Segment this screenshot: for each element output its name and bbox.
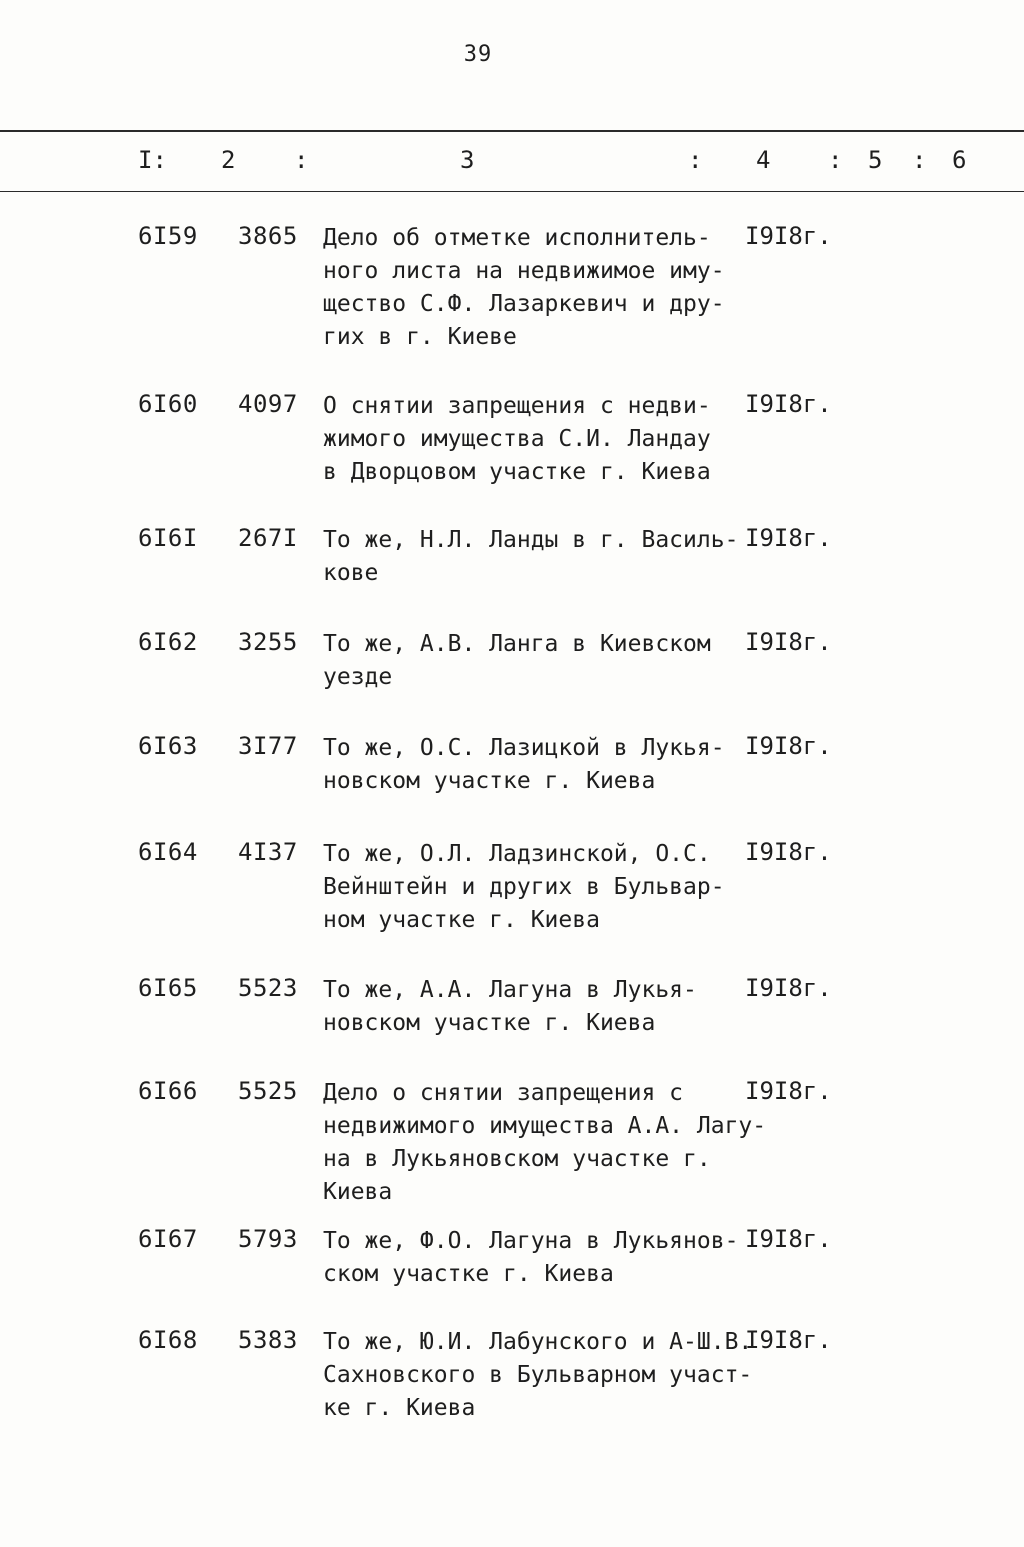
header-top-rule xyxy=(0,130,1024,132)
entry-description xyxy=(323,390,743,489)
header-col-5: 5 xyxy=(868,146,883,174)
entry-year: I9I8г. xyxy=(745,732,832,760)
entry-description xyxy=(323,222,743,354)
entry-id: 6I62 xyxy=(138,628,198,656)
entry-number: 267I xyxy=(238,524,298,552)
entry-number: 5793 xyxy=(238,1225,298,1253)
page-number: 39 xyxy=(463,42,493,67)
entry-description-line: ском участке г. Киева xyxy=(323,1261,614,1287)
entry-id: 6I65 xyxy=(138,974,198,1002)
header-sep-1: : xyxy=(294,146,309,174)
entry-description-line: недвижимого имущества А.А. Лагу- xyxy=(323,1113,767,1139)
entry-id: 6I59 xyxy=(138,222,198,250)
header-sep-4: : xyxy=(912,146,927,174)
entry-number: 5525 xyxy=(238,1077,298,1105)
entry-description xyxy=(323,1326,753,1425)
entry-number: 5523 xyxy=(238,974,298,1002)
entry-description-line: То же, О.Л. Ладзинской, О.С. xyxy=(323,841,711,867)
entry-id: 6I67 xyxy=(138,1225,198,1253)
entry-description xyxy=(323,1225,743,1291)
entry-number: 3865 xyxy=(238,222,298,250)
entry-description xyxy=(323,838,743,937)
entry-year: I9I8г. xyxy=(745,390,832,418)
entry-number: 3255 xyxy=(238,628,298,656)
entry-description-line: Сахновского в Бульварном участ- xyxy=(323,1362,753,1388)
entry-description xyxy=(323,628,743,694)
entry-description-line: кове xyxy=(323,560,379,586)
entry-description-line: новском участке г. Киева xyxy=(323,1010,656,1036)
entry-description-line: гих в г. Киеве xyxy=(323,324,517,350)
entry-description xyxy=(323,732,743,798)
entry-year: I9I8г. xyxy=(745,974,832,1002)
entry-description-line: То же, Ю.И. Лабунского и А-Ш.В. xyxy=(323,1329,753,1355)
entry-description-line: То же, А.А. Лагуна в Лукья- xyxy=(323,977,697,1003)
entry-description-line: То же, Н.Л. Ланды в г. Василь- xyxy=(323,527,739,553)
entry-id: 6I6I xyxy=(138,524,198,552)
entry-id: 6I63 xyxy=(138,732,198,760)
entry-description-line: Дело о снятии запрещения с xyxy=(323,1080,684,1106)
entry-description-line: в Дворцовом участке г. Киева xyxy=(323,459,711,485)
entry-year: I9I8г. xyxy=(745,838,832,866)
entry-description-line: жимого имущества С.И. Ландау xyxy=(323,426,711,452)
entry-description-line: щество С.Ф. Лазаркевич и дру- xyxy=(323,291,725,317)
entry-year: I9I8г. xyxy=(745,222,832,250)
entry-description-line: Вейнштейн и других в Бульвар- xyxy=(323,874,725,900)
entry-description-line: ного листа на недвижимое иму- xyxy=(323,258,725,284)
entry-year: I9I8г. xyxy=(745,1077,832,1105)
entry-description-line: То же, А.В. Ланга в Киевском xyxy=(323,631,711,657)
entry-id: 6I68 xyxy=(138,1326,198,1354)
entry-id: 6I66 xyxy=(138,1077,198,1105)
header-sep-2: : xyxy=(688,146,703,174)
entry-description-line: Дело об отметке исполнитель- xyxy=(323,225,711,251)
header-sep-3: : xyxy=(828,146,843,174)
entry-id: 6I60 xyxy=(138,390,198,418)
entry-description-line: О снятии запрещения с недви- xyxy=(323,393,711,419)
entry-description-line: уезде xyxy=(323,664,393,690)
entry-description-line: ном участке г. Киева xyxy=(323,907,600,933)
entry-year: I9I8г. xyxy=(745,1225,832,1253)
entry-year: I9I8г. xyxy=(745,628,832,656)
entry-number: 5383 xyxy=(238,1326,298,1354)
header-col-1: I: xyxy=(138,146,167,174)
entry-number: 3I77 xyxy=(238,732,298,760)
header-col-3: 3 xyxy=(460,146,475,174)
entry-description-line: То же, Ф.О. Лагуна в Лукьянов- xyxy=(323,1228,739,1254)
entry-number: 4I37 xyxy=(238,838,298,866)
header-col-6: 6 xyxy=(952,146,967,174)
entry-description xyxy=(323,1077,767,1209)
entry-id: 6I64 xyxy=(138,838,198,866)
entry-number: 4097 xyxy=(238,390,298,418)
entry-description-line: ке г. Киева xyxy=(323,1395,476,1421)
header-col-2: 2 xyxy=(221,146,236,174)
header-bottom-rule xyxy=(0,191,1024,192)
entry-description xyxy=(323,974,743,1040)
entry-year: I9I8г. xyxy=(745,524,832,552)
header-col-4: 4 xyxy=(756,146,771,174)
entry-description-line: Киева xyxy=(323,1179,393,1205)
entry-year: I9I8г. xyxy=(745,1326,832,1354)
entry-description-line: на в Лукьяновском участке г. xyxy=(323,1146,711,1172)
entry-description-line: То же, О.С. Лазицкой в Лукья- xyxy=(323,735,725,761)
entry-description xyxy=(323,524,743,590)
entry-description-line: новском участке г. Киева xyxy=(323,768,656,794)
